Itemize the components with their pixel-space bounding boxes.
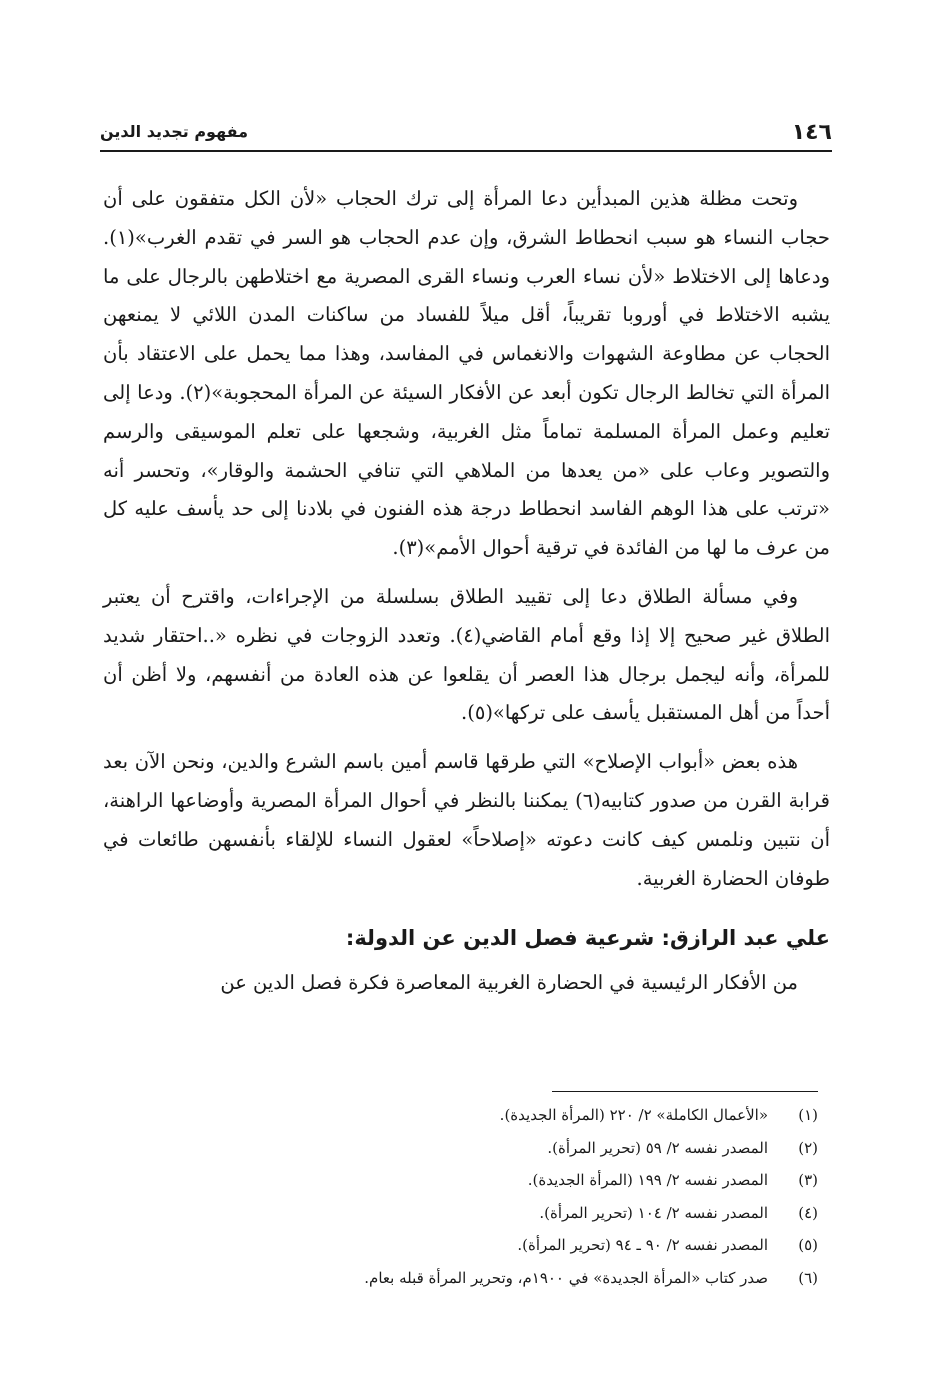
- footnote-number: (٥): [798, 1236, 818, 1255]
- footnote-text: صدر كتاب «المرأة الجديدة» في ١٩٠٠م، وتحرير المرأة قبله بعام.: [364, 1268, 768, 1287]
- footnote-text: المصدر نفسه ٢/ ١٠٤ (تحرير المرأة).: [539, 1203, 768, 1222]
- footnote-text: المصدر نفسه ٢/ ٥٩ (تحرير المرأة).: [547, 1138, 768, 1157]
- footnote-number: (٦): [798, 1268, 818, 1287]
- footnote-number: (٢): [798, 1138, 818, 1157]
- main-text: [103, 180, 830, 1013]
- footnote-2: [120, 1132, 818, 1165]
- footnote-number: (٣): [798, 1171, 818, 1190]
- section-first-line: من الأفكار الرئيسية في الحضارة الغربية المعاصرة فكرة فصل الدين عن: [220, 971, 798, 995]
- footnotes-list: [120, 1099, 818, 1295]
- paragraph-1: وتحت مظلة هذين المبدأين دعا المرأة إلى ترك الحجاب «لأن الكل متفقون على أن حجاب النساء هو سبب انحطاط الشرق، وإن عدم الحجاب هو السر في تقدم الغرب»(١). ودعاها إلى الاختلاط «لأن نساء العرب ونساء القرى المصرية مع اختلاطهن بالرجال على ما يشبه الاختلاط في أوروبا تقريباً، أقل ميلاً للفساد من ساكنات المدن اللائي لا يمنعهن الحجاب عن مطاوعة الشهوات والانغماس في المفاسد، وهذا مما يحمل على الاعتقاد بأن المرأة التي تخالط الرجال تكون أبعد عن الأفكار السيئة عن المرأة المحجوبة»(٢). ودعا إلى تعليم وعمل المرأة المسلمة تماماً مثل الغربية، وشجعها على تعلم الموسيقى والرسم والتصوير وعاب على «من يعدها من الملاهي التي تنافي الحشمة والوقار»، وتحسر أنه «ترتب على هذا الوهم الفاسد انحطاط درجة هذه الفنون في بلادنا إلى حد يأسف عليه كل من عرف ما لها من الفائدة في ترقية أحوال الأمم»(٣).: [103, 187, 830, 560]
- paragraph-2: وفي مسألة الطلاق دعا إلى تقييد الطلاق بسلسلة من الإجراءات، واقترح أن يعتبر الطلاق غير صحيح إلا إذا وقع أمام القاضي(٤). وتعدد الزوجات في نظره «..احتقار شديد للمرأة، وأنه ليجمل برجال هذا العصر أن يقلعوا عن هذه العادة من أنفسهم، ولا أظن أن أحداً من أهل المستقبل يأسف على تركها»(٥).: [103, 584, 830, 725]
- footnote-3: [120, 1164, 818, 1197]
- footnote-number: (٤): [798, 1203, 818, 1222]
- footnote-text: المصدر نفسه ٢/ ٩٠ ـ ٩٤ (تحرير المرأة).: [517, 1236, 768, 1255]
- running-header: [100, 116, 832, 152]
- page-number: ١٤٦: [791, 120, 832, 145]
- footnote-6: [120, 1262, 818, 1295]
- footnote-text: المصدر نفسه ٢/ ١٩٩ (المرأة الجديدة).: [527, 1171, 768, 1190]
- section-heading: علي عبد الرازق: شرعية فصل الدين عن الدولة:: [345, 926, 830, 951]
- footnote-1: [120, 1099, 818, 1132]
- footnote-4: [120, 1197, 818, 1230]
- book-title: مفهوم تجديد الدين: [100, 122, 249, 141]
- footnote-text: «الأعمال الكاملة» ٢/ ٢٢٠ (المرأة الجديدة).: [499, 1106, 768, 1124]
- footnote-5: [120, 1229, 818, 1262]
- paragraph-3: هذه بعض «أبواب الإصلاح» التي طرقها قاسم أمين باسم الشرع والدين، ونحن الآن بعد قرابة القرن من صدور كتابيه(٦) يمكننا بالنظر في أحوال المرأة المصرية وأوضاعها الراهنة، أن نتبين ونلمس كيف كانت دعوته «إصلاحاً» لعقول النساء للإلقاء بأنفسهن طائعات في طوفان الحضارة الغربية.: [103, 750, 830, 890]
- footnote-number: (١): [798, 1106, 818, 1124]
- footnote-divider: [552, 1091, 818, 1092]
